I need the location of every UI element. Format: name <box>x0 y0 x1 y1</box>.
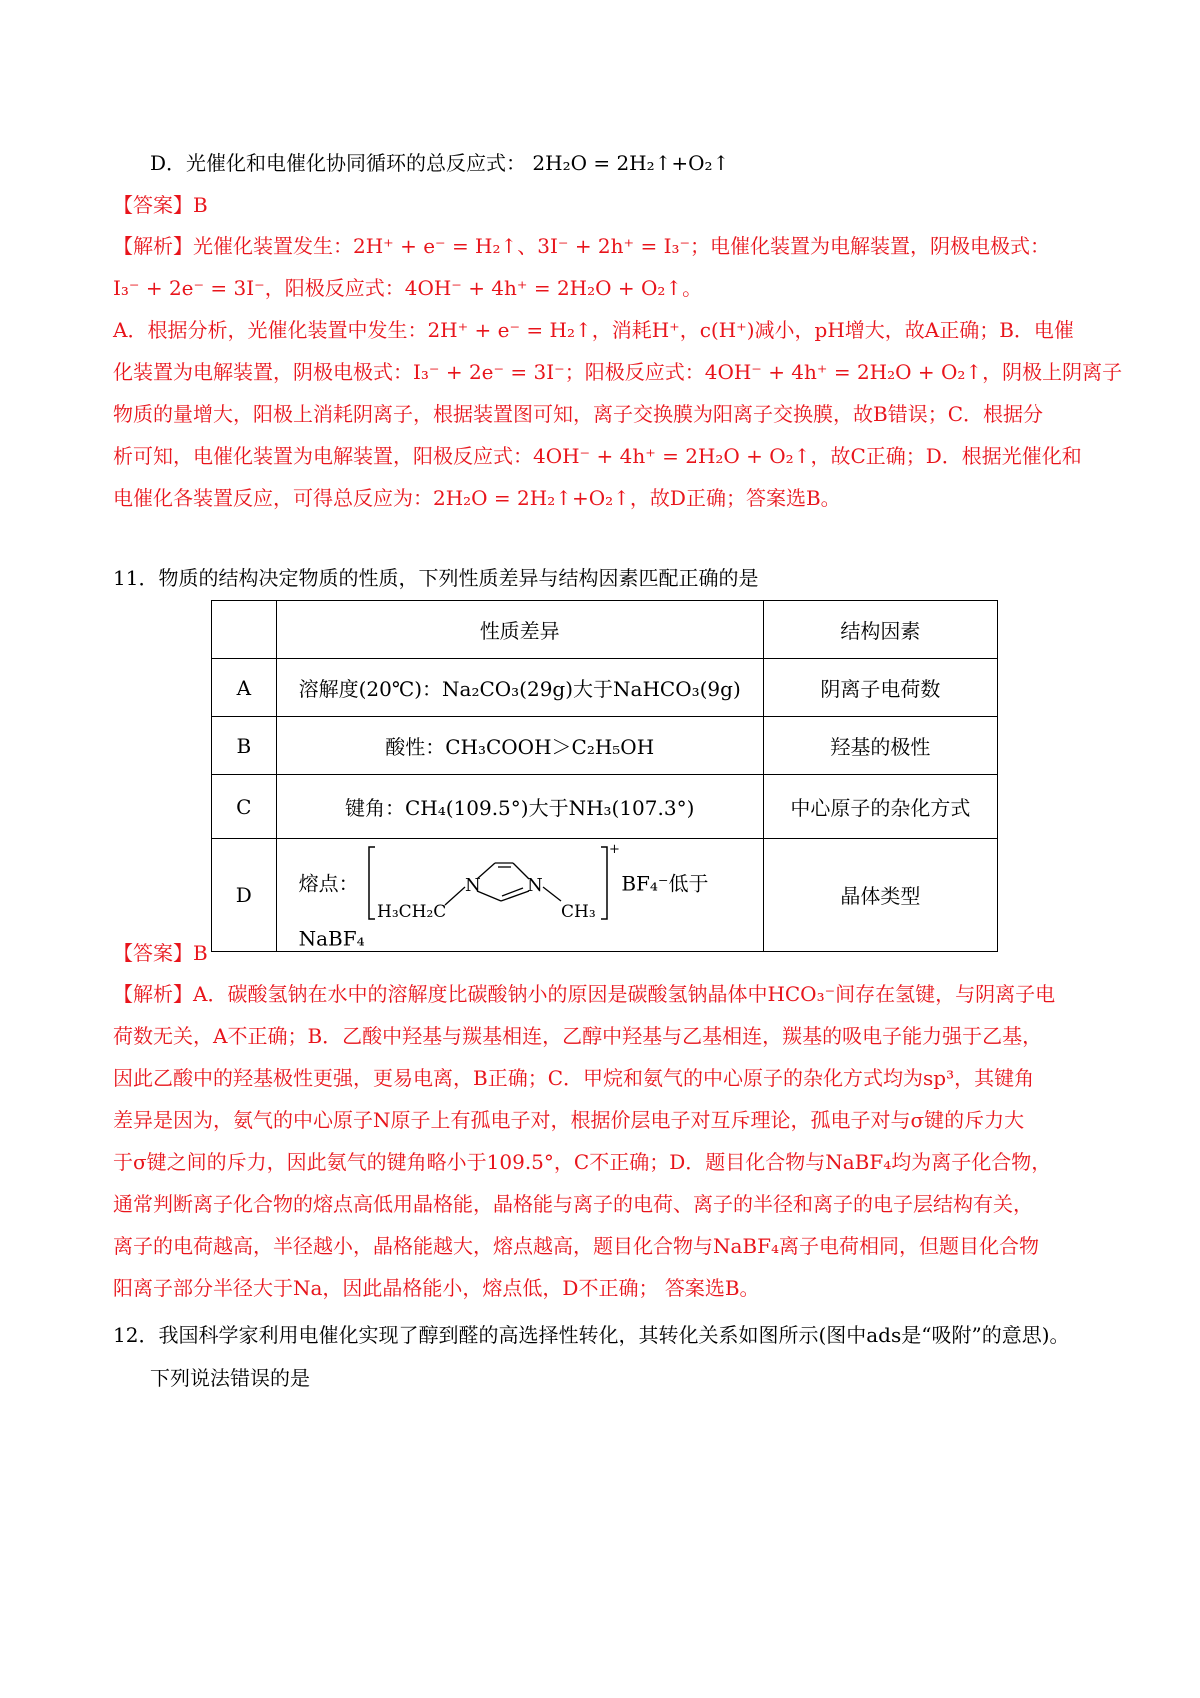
analysis-line: 化装置为电解装置，阴极电极式：I₃⁻ + 2e⁻ = 3I⁻；阳极反应式：4OH⁻ + 4h⁺ = 2H₂O + O₂↑，阴极上阴离子 <box>113 360 1123 384</box>
property-prefix: 熔点： <box>298 871 359 896</box>
row-property: 溶解度(20℃)：Na₂CO₃(29g)大于NaHCO₃(9g) <box>276 659 763 717</box>
table-row <box>212 839 998 952</box>
analysis-line: 电催化各装置反应，可得总反应为：2H₂O = 2H₂↑+O₂↑，故D正确；答案选B。 <box>113 486 841 510</box>
analysis-line: I₃⁻ + 2e⁻ = 3I⁻，阳极反应式：4OH⁻ + 4h⁺ = 2H₂O + O₂↑。 <box>113 276 703 300</box>
row-property <box>276 839 763 952</box>
table-row <box>212 659 998 717</box>
analysis-line: 因此乙酸中的羟基极性更强，更易电离，B正确；C．甲烷和氨气的中心原子的杂化方式均为sp³，其键角 <box>113 1066 1035 1090</box>
row-label: D <box>212 839 277 952</box>
analysis-line: 析可知，电催化装置为电解装置，阳极反应式：4OH⁻ + 4h⁺ = 2H₂O + O₂↑，故C正确；D．根据光催化和 <box>113 444 1082 468</box>
row-factor: 阴离子电荷数 <box>763 659 997 717</box>
row-factor: 中心原子的杂化方式 <box>763 775 997 839</box>
row-factor: 羟基的极性 <box>763 717 997 775</box>
imidazolium-structure <box>365 839 620 925</box>
table-header-cell <box>212 601 277 659</box>
option-d-label: D．光催化和电催化协同循环的总反应式： <box>150 151 527 175</box>
analysis-line: 离子的电荷越高，半径越小，晶格能越大，熔点越高，题目化合物与NaBF₄离子电荷相同，但题目化合物 <box>113 1234 1040 1258</box>
q11-stem: 11．物质的结构决定物质的性质，下列性质差异与结构因素匹配正确的是 <box>113 566 759 590</box>
option-d <box>150 150 729 176</box>
ring-n-right: N <box>526 875 543 896</box>
q12-stem-continued: 下列说法错误的是 <box>150 1366 310 1390</box>
methyl-group: CH₃ <box>560 902 596 922</box>
analysis-line: 通常判断离子化合物的熔点高低用晶格能，晶格能与离子的电荷、离子的半径和离子的电子层结构有关， <box>113 1192 1033 1216</box>
row-label: A <box>212 659 277 717</box>
ethyl-group: H₃CH₂C <box>376 902 447 922</box>
analysis-line: A．根据分析，光催化装置中发生：2H⁺ + e⁻ = H₂↑，消耗H⁺，c(H⁺)减小，pH增大，故A正确；B．电催 <box>113 318 1074 342</box>
option-d-formula: 2H₂O = 2H₂↑+O₂↑ <box>532 151 730 175</box>
q10-analysis <box>113 225 1123 519</box>
row-property: 酸性：CH₃COOH＞C₂H₅OH <box>276 717 763 775</box>
row-label: C <box>212 775 277 839</box>
row-label: B <box>212 717 277 775</box>
cation-charge: + <box>608 842 620 857</box>
table-row <box>212 775 998 839</box>
analysis-line: 于σ键之间的斥力，因此氨气的键角略小于109.5°，C不正确；D．题目化合物与NaBF₄均为离子化合物， <box>113 1150 1052 1174</box>
q11-answer: 【答案】B <box>113 941 208 965</box>
property-suffix: BF₄⁻低于NaBF₄ <box>298 871 709 951</box>
table-header-cell: 性质差异 <box>276 601 763 659</box>
q10-answer: 【答案】B <box>113 193 208 217</box>
q12-stem: 12．我国科学家利用电催化实现了醇到醛的高选择性转化，其转化关系如图所示(图中ads是“吸附”的意思)。 <box>113 1323 1070 1347</box>
table-header-row <box>212 601 998 659</box>
table-header-cell: 结构因素 <box>763 601 997 659</box>
ring-n-left: N <box>464 875 481 896</box>
analysis-line: 阳离子部分半径大于Na，因此晶格能小，熔点低，D不正确； 答案选B。 <box>113 1276 760 1300</box>
analysis-line: 差异是因为，氨气的中心原子N原子上有孤电子对，根据价层电子对互斥理论，孤电子对与σ键的斥力大 <box>113 1108 1025 1132</box>
analysis-line: 物质的量增大，阳极上消耗阴离子，根据装置图可知，离子交换膜为阳离子交换膜，故B错误；C．根据分 <box>113 402 1043 426</box>
row-factor: 晶体类型 <box>763 839 997 952</box>
analysis-line: 【解析】光催化装置发生：2H⁺ + e⁻ = H₂↑、3I⁻ + 2h⁺ = I₃⁻；电催化装置为电解装置，阴极电极式： <box>113 234 1051 258</box>
q11-table <box>211 600 998 952</box>
analysis-line: 【解析】A．碳酸氢钠在水中的溶解度比碳酸钠小的原因是碳酸氢钠晶体中HCO₃⁻间存在氢键，与阴离子电 <box>113 982 1056 1006</box>
row-property: 键角：CH₄(109.5°)大于NH₃(107.3°) <box>276 775 763 839</box>
analysis-line: 荷数无关，A不正确；B．乙酸中羟基与羰基相连，乙醇中羟基与乙基相连，羰基的吸电子能力强于乙基， <box>113 1024 1043 1048</box>
q11-analysis <box>113 973 1103 1309</box>
table-row <box>212 717 998 775</box>
